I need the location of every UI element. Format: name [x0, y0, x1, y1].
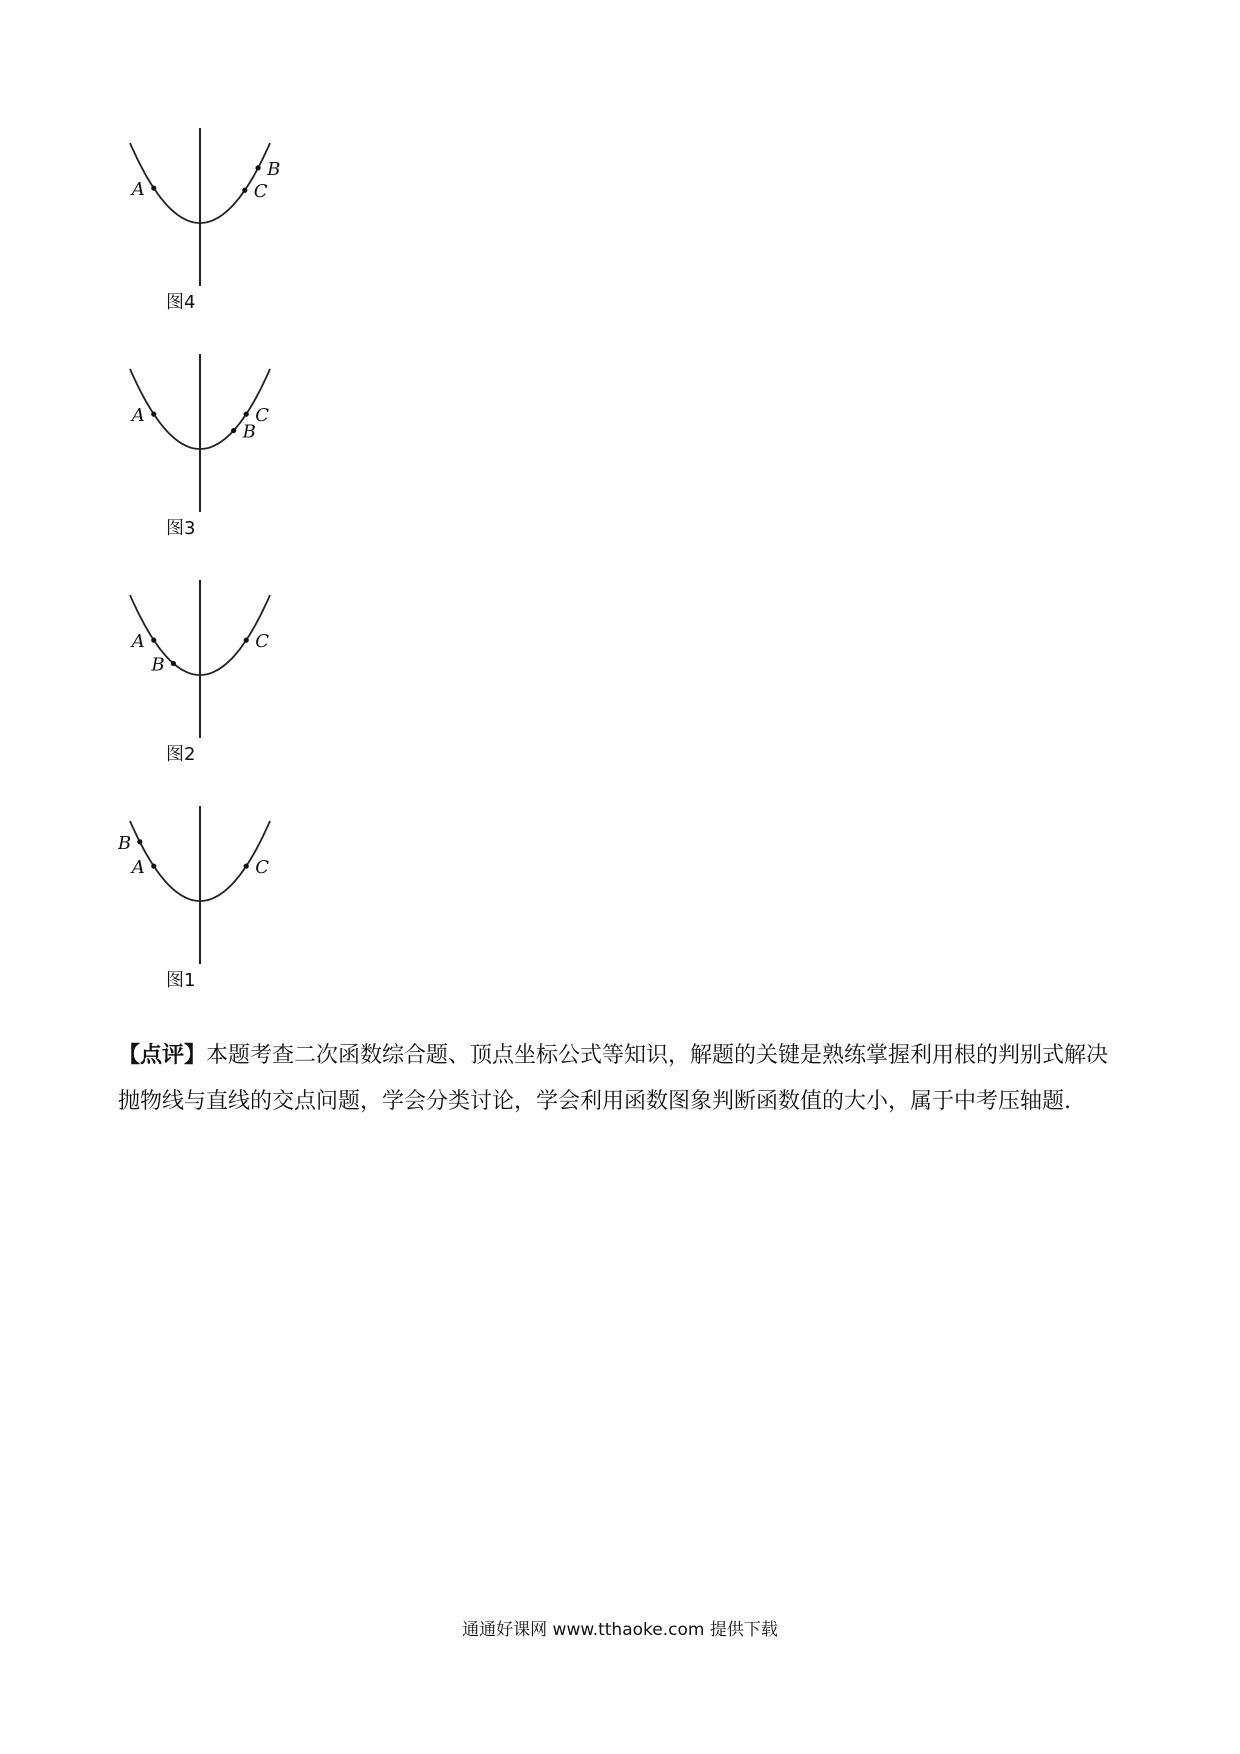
figure-caption: 图1: [166, 970, 196, 991]
point-b-label: B: [151, 654, 165, 676]
parabola-figure-1: [118, 806, 298, 1016]
point-a-label: A: [131, 631, 145, 653]
comment-tag: 【点评】: [118, 1042, 207, 1068]
parabola-figure-4: [118, 128, 298, 338]
figure-caption: 图2: [166, 744, 196, 765]
point-c-label: C: [255, 857, 269, 879]
point-b-label: B: [267, 158, 281, 180]
figure-3-graph: [118, 354, 298, 564]
figure-1-graph: [118, 806, 298, 1016]
figure-2-graph: [118, 580, 298, 790]
point-c-dot: [244, 638, 249, 643]
figure-caption: 图4: [166, 292, 196, 313]
point-c-dot: [244, 864, 249, 869]
parabola-figure-2: [118, 580, 298, 790]
point-a-dot: [151, 186, 156, 191]
point-c-label: C: [255, 631, 269, 653]
point-a-dot: [151, 412, 156, 417]
point-a-label: A: [131, 857, 145, 879]
point-b-dot: [256, 165, 261, 170]
figure-caption: 图3: [166, 518, 196, 539]
figure-4-graph: [118, 128, 298, 338]
page-footer: 通通好课网 www.tthaoke.com 提供下载: [462, 1620, 778, 1640]
point-b-dot: [171, 661, 176, 666]
point-b-label: B: [118, 832, 132, 854]
point-c-dot: [242, 188, 247, 193]
point-a-label: A: [131, 405, 145, 427]
comment-text: 本题考查二次函数综合题、顶点坐标公式等知识，解题的关键是熟练掌握利用根的判别式解决抛物线与直线的交点问题，学会分类讨论，学会利用函数图象判断函数值的大小，属于中考压轴题.: [118, 1043, 1109, 1114]
point-b-dot: [137, 839, 142, 844]
point-c-label: C: [255, 405, 269, 427]
point-b-label: B: [242, 421, 256, 443]
parabola-figure-3: [118, 354, 298, 564]
point-c-label: C: [253, 181, 268, 203]
point-a-label: A: [131, 179, 145, 201]
comment-paragraph: [118, 1032, 1128, 1125]
point-b-dot: [231, 428, 236, 433]
point-c-dot: [244, 412, 249, 417]
point-a-dot: [151, 638, 156, 643]
point-a-dot: [151, 864, 156, 869]
